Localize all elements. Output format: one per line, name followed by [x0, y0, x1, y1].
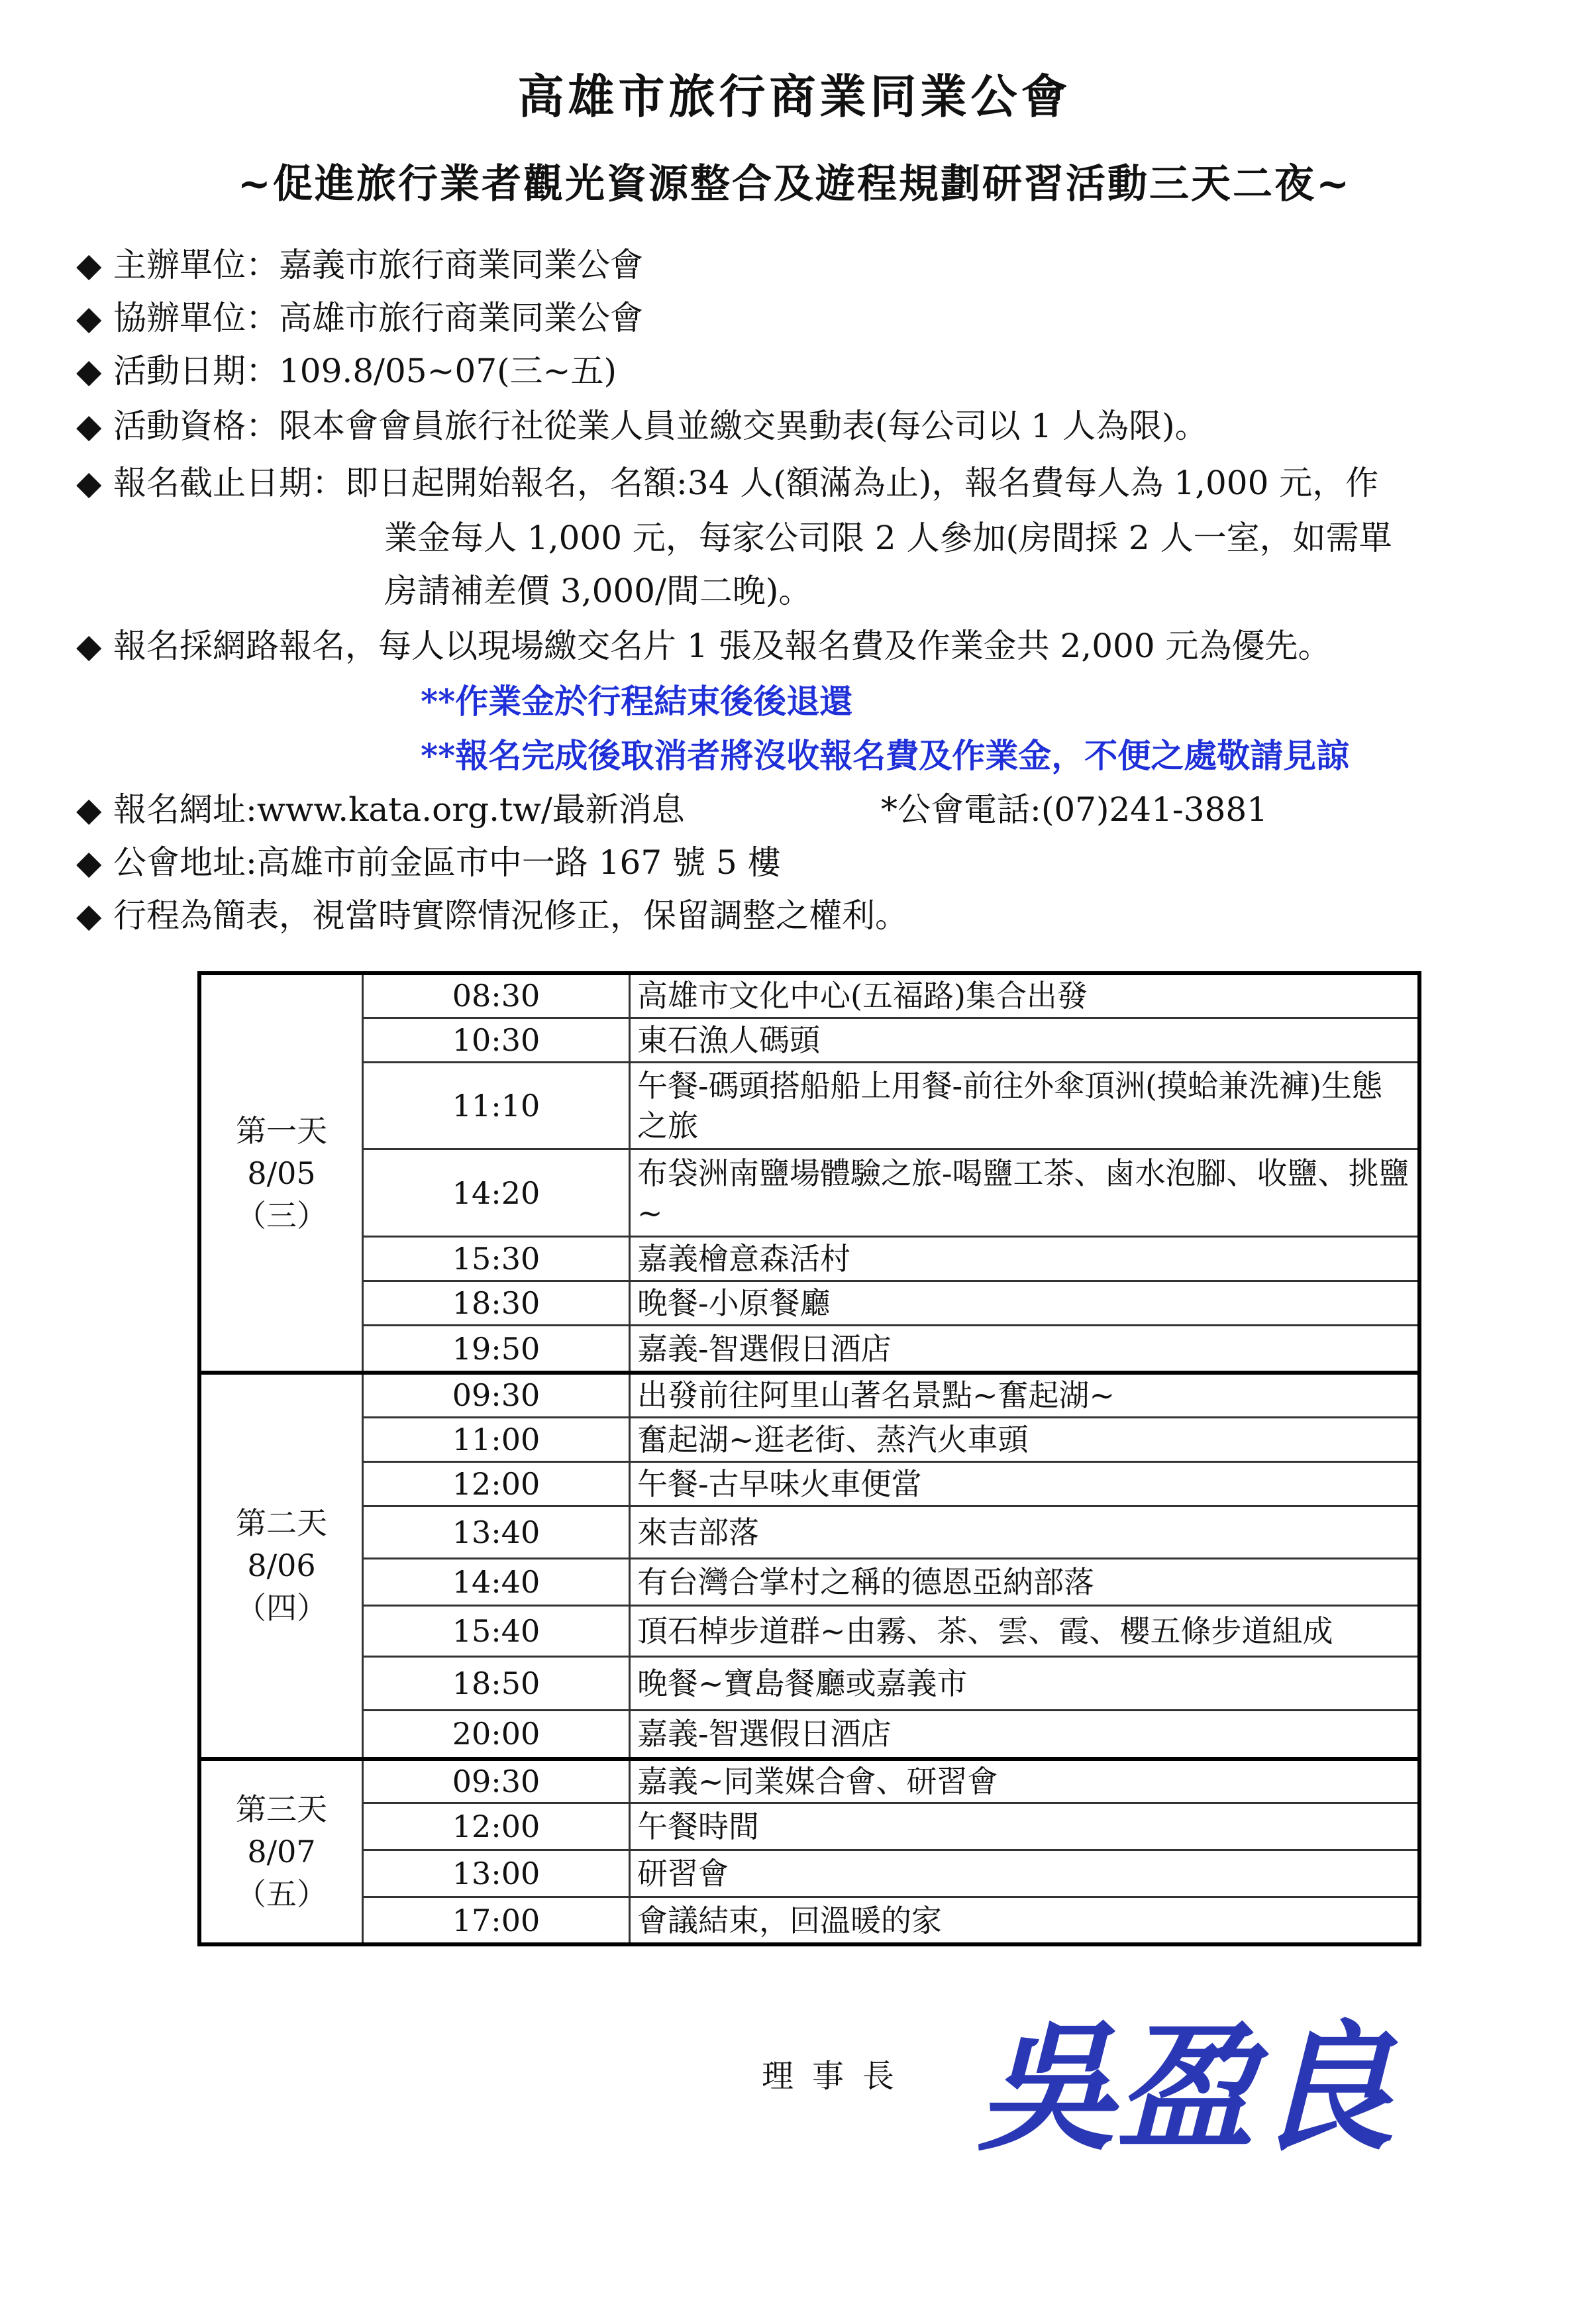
table-row — [199, 1803, 1419, 1850]
table-row — [199, 1850, 1419, 1897]
table-row — [199, 1656, 1419, 1710]
table-row — [199, 1326, 1419, 1373]
info-organizer: ◆ 主辦單位：嘉義市旅行商業同業公會 — [76, 238, 1553, 291]
activity-cell: 晚餐-小原餐廳 — [630, 1281, 1420, 1326]
page-title: 高雄市旅行商業同業公會 — [517, 69, 1072, 124]
info-phone: *公會電話:(07)241-3881 — [881, 790, 1268, 829]
note-deposit-refund: **作業金於行程結束後後退還 — [421, 682, 853, 721]
info-eligibility: ◆ 活動資格：限本會會員旅行社從業人員並繳交異動表(每公司以 1 人為限)。 — [76, 397, 1553, 454]
time-cell: 18:30 — [363, 1281, 630, 1326]
time-cell: 18:50 — [363, 1656, 630, 1710]
time-cell: 15:30 — [363, 1237, 630, 1281]
diamond-bullet-icon: ◆ — [76, 790, 102, 829]
table-row — [199, 973, 1419, 1018]
activity-cell: 頂石棹步道群~由霧、茶、雲、霞、櫻五條步道組成 — [630, 1605, 1420, 1656]
info-date: ◆ 活動日期：109.8/05~07(三~五) — [76, 344, 1553, 397]
info-deadline-cont-1: 業金每人 1,000 元，每家公司限 2 人參加(房間採 2 人一室，如需單 — [384, 519, 1392, 557]
table-row — [199, 1897, 1419, 1944]
diamond-bullet-icon: ◆ — [76, 464, 102, 502]
diamond-bullet-icon: ◆ — [76, 407, 102, 445]
activity-cell: 布袋洲南鹽場體驗之旅-喝鹽工茶、鹵水泡腳、收鹽、挑鹽~ — [630, 1149, 1420, 1237]
day-cell: 第一天 8/05 （三） — [199, 973, 363, 1373]
svg-text:吳盈良: 吳盈良 — [976, 2006, 1395, 2170]
table-row — [199, 1605, 1419, 1656]
time-cell: 14:20 — [363, 1149, 630, 1237]
time-cell: 10:30 — [363, 1018, 630, 1062]
chairman-signature — [960, 1981, 1411, 2180]
time-cell: 09:30 — [363, 1759, 630, 1803]
activity-cell: 來吉部落 — [630, 1506, 1420, 1558]
time-cell: 12:00 — [363, 1803, 630, 1850]
day-cell: 第二天 8/06 （四） — [199, 1373, 363, 1759]
table-row — [199, 1558, 1419, 1605]
activity-cell: 嘉義檜意森活村 — [630, 1237, 1420, 1281]
diamond-bullet-icon: ◆ — [76, 627, 102, 665]
time-cell: 12:00 — [363, 1461, 630, 1506]
time-cell: 13:00 — [363, 1850, 630, 1897]
diamond-bullet-icon: ◆ — [76, 896, 102, 935]
table-row — [199, 1281, 1419, 1326]
activity-cell: 奮起湖~逛老街、蒸汽火車頭 — [630, 1417, 1420, 1461]
activity-cell: 出發前往阿里山著名景點~奮起湖~ — [630, 1373, 1420, 1417]
activity-cell: 嘉義~同業媒合會、研習會 — [630, 1759, 1420, 1803]
chairman-label: 理事長 — [762, 2058, 913, 2095]
note-cancellation: **報名完成後取消者將沒收報名費及作業金，不便之處敬請見諒 — [421, 736, 1350, 775]
info-disclaimer: ◆ 行程為簡表，視當時實際情況修正，保留調整之權利。 — [76, 889, 1553, 942]
activity-cell: 晚餐~寶島餐廳或嘉義市 — [630, 1656, 1420, 1710]
activity-cell: 午餐時間 — [630, 1803, 1420, 1850]
table-row — [199, 1417, 1419, 1461]
activity-cell: 高雄市文化中心(五福路)集合出發 — [630, 973, 1420, 1018]
time-cell: 14:40 — [363, 1558, 630, 1605]
info-deadline: ◆ 報名截止日期：即日起開始報名，名額:34 人(額滿為止)，報名費每人為 1,000 元，作 — [76, 454, 1553, 511]
table-row — [199, 1461, 1419, 1506]
table-row — [199, 1506, 1419, 1558]
activity-cell: 研習會 — [630, 1850, 1420, 1897]
diamond-bullet-icon: ◆ — [76, 246, 102, 284]
table-row — [199, 1711, 1419, 1759]
activity-cell: 嘉義-智選假日酒店 — [630, 1326, 1420, 1373]
time-cell: 13:40 — [363, 1506, 630, 1558]
table-row — [199, 1373, 1419, 1417]
table-row — [199, 1062, 1419, 1149]
time-cell: 15:40 — [363, 1605, 630, 1656]
time-cell: 11:00 — [363, 1417, 630, 1461]
schedule-table — [197, 971, 1421, 1946]
activity-cell: 午餐-碼頭搭船船上用餐-前往外傘頂洲(摸蛤兼洗褲)生態之旅 — [630, 1062, 1420, 1149]
table-row — [199, 1237, 1419, 1281]
activity-cell: 午餐-古早味火車便當 — [630, 1461, 1420, 1506]
time-cell: 11:10 — [363, 1062, 630, 1149]
info-address: ◆ 公會地址:高雄市前金區市中一路 167 號 5 樓 — [76, 836, 1553, 889]
info-deadline-cont-2: 房請補差價 3,000/間二晚)。 — [384, 572, 812, 610]
table-row — [199, 1759, 1419, 1803]
activity-cell: 嘉義-智選假日酒店 — [630, 1711, 1420, 1759]
info-website: ◆ 報名網址:www.kata.org.tw/最新消息 *公會電話:(07)241-3881 — [76, 783, 1553, 836]
time-cell: 17:00 — [363, 1897, 630, 1944]
time-cell: 20:00 — [363, 1711, 630, 1759]
activity-cell: 東石漁人碼頭 — [630, 1018, 1420, 1062]
table-row — [199, 1149, 1419, 1237]
info-online-registration: ◆ 報名採網路報名，每人以現場繳交名片 1 張及報名費及作業金共 2,000 元為優先。 — [76, 617, 1553, 674]
diamond-bullet-icon: ◆ — [76, 843, 102, 882]
time-cell: 08:30 — [363, 973, 630, 1018]
event-info — [76, 238, 1553, 942]
diamond-bullet-icon: ◆ — [76, 352, 102, 390]
info-co-organizer: ◆ 協辦單位：高雄市旅行商業同業公會 — [76, 291, 1553, 344]
diamond-bullet-icon: ◆ — [76, 299, 102, 337]
activity-cell: 會議結束，回溫暖的家 — [630, 1897, 1420, 1944]
time-cell: 19:50 — [363, 1326, 630, 1373]
activity-cell: 有台灣合掌村之稱的德恩亞納部落 — [630, 1558, 1420, 1605]
time-cell: 09:30 — [363, 1373, 630, 1417]
day-cell: 第三天 8/07 （五） — [199, 1759, 363, 1944]
table-row — [199, 1018, 1419, 1062]
page-subtitle: ~促進旅行業者觀光資源整合及遊程規劃研習活動三天二夜~ — [237, 161, 1352, 207]
